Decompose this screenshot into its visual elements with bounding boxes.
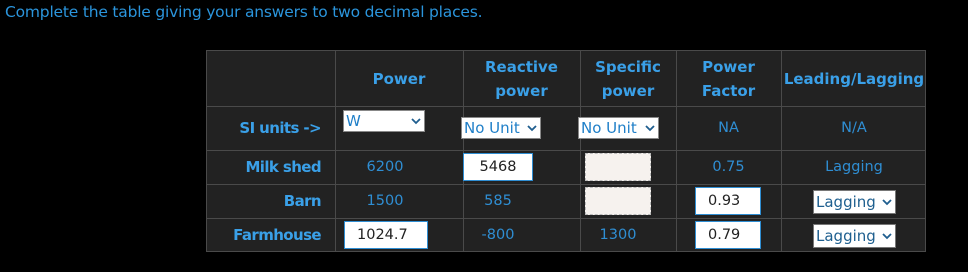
header-pf-line2: Factor bbox=[701, 81, 756, 100]
barn-leadlag-value: Lagging bbox=[816, 193, 876, 211]
reactive-unit-value: No Unit bbox=[464, 119, 520, 137]
answer-table bbox=[206, 50, 926, 252]
milk-shed-leadlag: Lagging bbox=[825, 159, 883, 175]
power-unit-value: W bbox=[346, 112, 361, 130]
milk-shed-specific-input[interactable] bbox=[585, 153, 651, 181]
farmhouse-power-input[interactable]: 1024.7 bbox=[344, 221, 428, 249]
barn-power: 1500 bbox=[366, 193, 404, 209]
header-pf-line1: Power bbox=[702, 57, 755, 76]
chevron-down-icon bbox=[524, 123, 540, 133]
power-unit-select[interactable] bbox=[343, 110, 425, 132]
header-leading-lagging bbox=[781, 51, 927, 106]
chevron-down-icon bbox=[642, 123, 658, 133]
instruction-text: Complete the table giving your answers to two decimal places. bbox=[5, 3, 483, 21]
chevron-down-icon bbox=[879, 197, 895, 207]
chevron-down-icon bbox=[879, 231, 895, 241]
row-label-farmhouse: Farmhouse bbox=[233, 226, 321, 244]
row-label-barn: Barn bbox=[283, 192, 321, 210]
milk-shed-power: 6200 bbox=[366, 159, 404, 175]
specific-unit-value: No Unit bbox=[581, 119, 637, 137]
farmhouse-power-factor-input[interactable]: 0.79 bbox=[695, 221, 761, 249]
header-reactive-line1: Reactive bbox=[484, 57, 558, 76]
barn-specific-input[interactable] bbox=[585, 187, 651, 215]
barn-leadlag-select[interactable] bbox=[813, 190, 896, 214]
header-power-factor bbox=[676, 51, 781, 106]
pf-unit: NA bbox=[718, 120, 739, 136]
header-power-label: Power bbox=[372, 69, 426, 88]
milk-shed-power-factor: 0.75 bbox=[712, 159, 745, 175]
farmhouse-leadlag-value: Lagging bbox=[816, 227, 876, 245]
barn-reactive: 585 bbox=[484, 193, 512, 209]
farmhouse-reactive: -800 bbox=[481, 227, 515, 243]
header-leadlag-label: Leading/Lagging bbox=[783, 69, 925, 88]
specific-unit-select[interactable] bbox=[578, 117, 659, 139]
barn-power-factor-input[interactable]: 0.93 bbox=[695, 187, 761, 215]
chevron-down-icon bbox=[408, 116, 424, 126]
header-reactive-line2: power bbox=[495, 81, 548, 100]
farmhouse-specific: 1300 bbox=[599, 227, 637, 243]
header-power bbox=[335, 51, 463, 106]
header-reactive-power bbox=[463, 51, 580, 106]
header-specific-power bbox=[580, 51, 676, 106]
milk-shed-reactive-input[interactable]: 5468 bbox=[463, 153, 533, 181]
reactive-unit-select[interactable] bbox=[461, 117, 541, 139]
units-row-label: SI units -> bbox=[239, 119, 321, 137]
farmhouse-leadlag-select[interactable] bbox=[813, 224, 896, 248]
header-specific-line2: power bbox=[601, 81, 655, 100]
leadlag-unit: N/A bbox=[841, 120, 867, 136]
row-label-milk-shed: Milk shed bbox=[245, 158, 321, 176]
header-specific-line1: Specific bbox=[595, 57, 661, 76]
